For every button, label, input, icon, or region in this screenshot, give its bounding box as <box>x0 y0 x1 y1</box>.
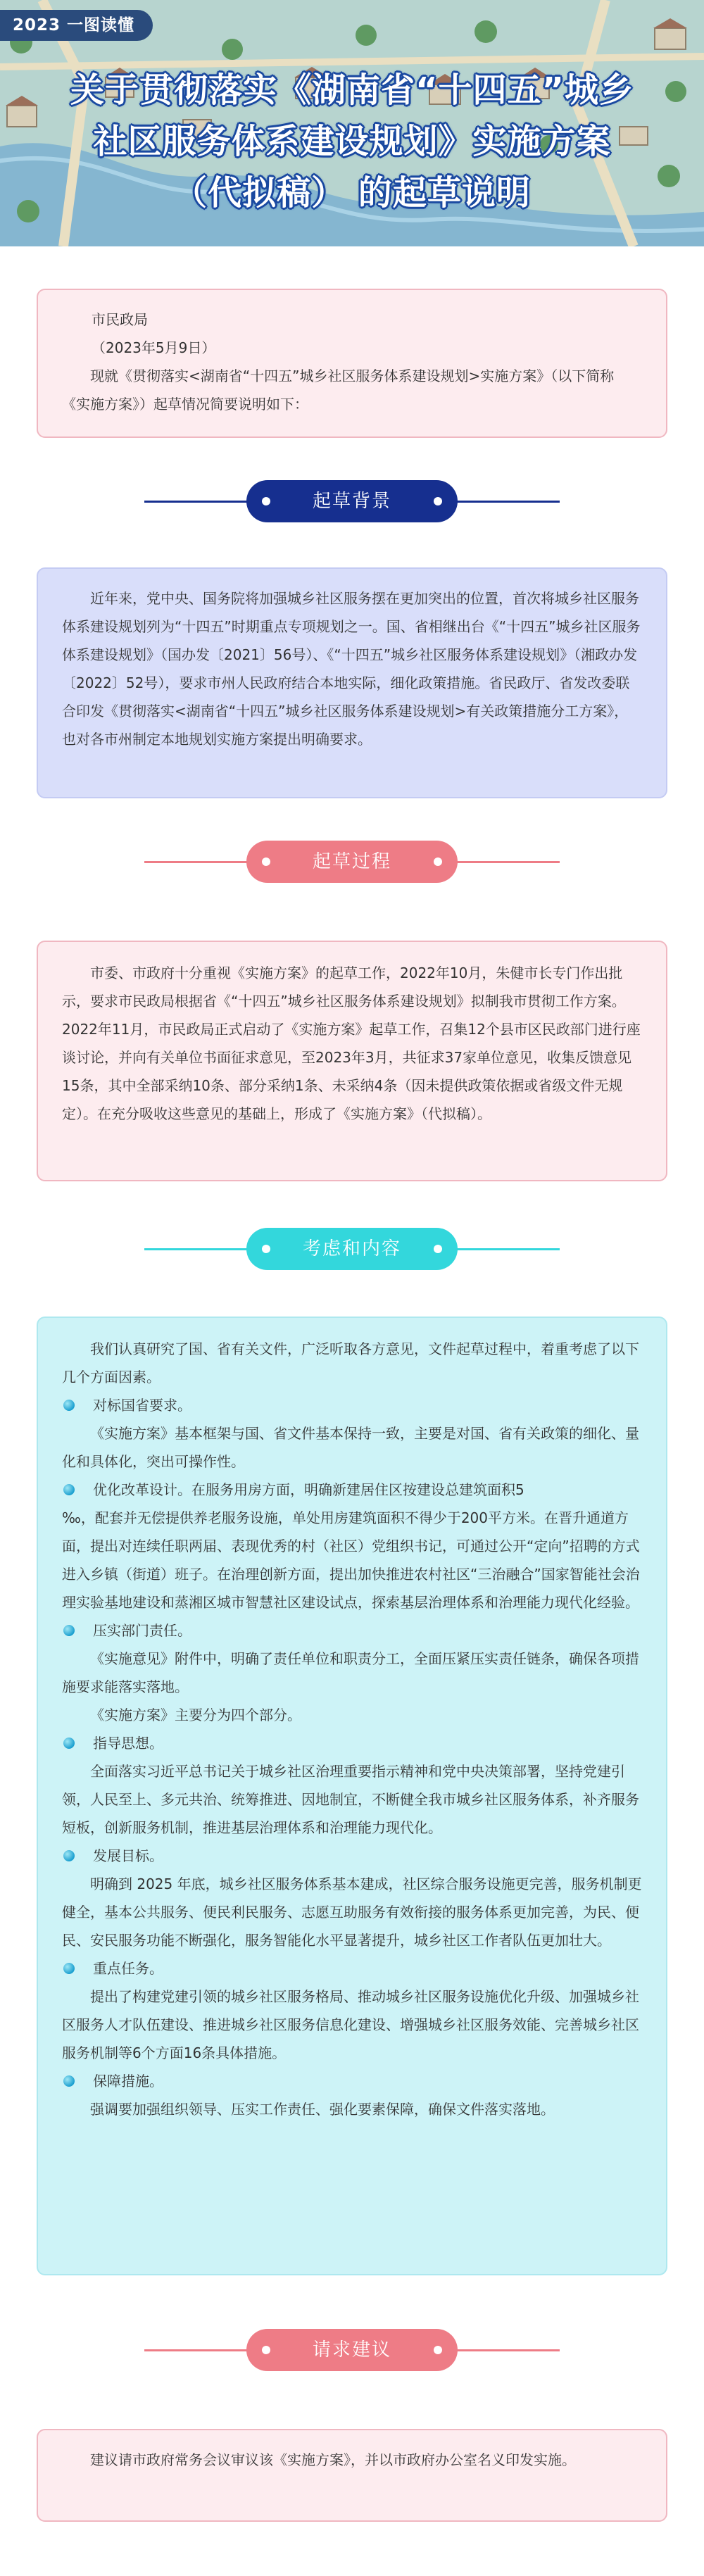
bullet-dot-icon <box>63 1484 75 1495</box>
item-head: 重点任务。 <box>93 1960 163 1977</box>
item-head: 保障措施。 <box>93 2073 163 2090</box>
intro-org: 市民政局 <box>92 311 148 328</box>
section-head-content <box>0 1224 704 1274</box>
content-item-4 <box>62 1729 642 1757</box>
section-title-background: 起草背景 <box>246 480 458 522</box>
bullet-dot-icon <box>63 1400 75 1411</box>
content-item-7 <box>62 2067 642 2095</box>
content-box <box>37 1317 667 2275</box>
item-head: 优化改革设计。 <box>93 1481 191 1498</box>
bullet-dot-icon <box>63 1625 75 1636</box>
item-head: 对标国省要求。 <box>93 1397 191 1414</box>
content-item-5 <box>62 1842 642 1870</box>
section-head-process <box>0 836 704 887</box>
item-para: 《实施意见》附件中，明确了责任单位和职责分工，全面压紧压实责任链条，确保各项措施要求能落实落地。 <box>62 1650 639 1695</box>
section-title-process: 起草过程 <box>246 841 458 883</box>
item-para: 强调要加强组织领导、压实工作责任、强化要素保障，确保文件落实落地。 <box>90 2101 555 2118</box>
title-line-3: （代拟稿） 的起草说明 <box>173 173 531 213</box>
page-title <box>28 65 676 219</box>
process-text: 市委、市政府十分重视《实施方案》的起草工作，2022年10月，朱健市长专门作出批示，要求市民政局根据省《“十四五”城乡社区服务体系建设规划》拟制我市贯彻工作方案。2022年11月，市民政局正式启动了《实施方案》起草工作，召集12个县市区民政部门进行座谈讨论，并向有关单位书面征求意见，至2023年3月，共征求37家单位意见，收集反馈意见15条，其中全部采纳10条、部分采纳1条、未采纳4条（因未提供政策依据或省级文件无规定）。在充分吸收这些意见的基础上，形成了《实施方案》（代拟稿）。 <box>62 965 641 1122</box>
item-para: 全面落实习近平总书记关于城乡社区治理重要指示精神和党中央决策部署，坚持党建引领，人民至上、多元共治、统筹推进、因地制宜，不断健全我市城乡社区服务体系，补齐服务短板，创新服务机制，推进基层治理体系和治理能力现代化。 <box>62 1763 639 1836</box>
intro-box <box>37 289 667 438</box>
content-item-6 <box>62 1954 642 1983</box>
item-head: 压实部门责任。 <box>93 1622 191 1639</box>
content-item-1 <box>62 1391 642 1419</box>
background-box <box>37 567 667 798</box>
bullet-dot-icon <box>63 1963 75 1974</box>
item-inline: 在服务用房方面，明确新建居住区按建设总建筑面积5 <box>191 1481 524 1498</box>
bullet-dot-icon <box>63 2075 75 2087</box>
intro-text: 现就《贯彻落实<湖南省“十四五”城乡社区服务体系建设规划>实施方案》（以下简称《实施方案》）起草情况简要说明如下： <box>62 367 615 413</box>
content-item-2 <box>62 1476 642 1504</box>
year-tag: 2023 一图读懂 <box>0 10 153 41</box>
content-intro: 我们认真研究了国、省有关文件，广泛听取各方意见，文件起草过程中，着重考虑了以下几个方面因素。 <box>62 1340 639 1386</box>
section-title-content: 考虑和内容 <box>246 1228 458 1270</box>
item-head: 发展目标。 <box>93 1847 163 1864</box>
section-head-background <box>0 476 704 527</box>
header-banner <box>0 0 704 246</box>
content-item-3 <box>62 1616 642 1645</box>
intro-date: （2023年5月9日） <box>92 339 216 356</box>
item-para: ‰，配套并无偿提供养老服务设施，单处用房建筑面积不得少于200平方米。在晋升通道方面，提出对连续任职两届、表现优秀的村（社区）党组织书记，可通过公开“定向”招聘的方式进入乡镇（街道）班子。在治理创新方面，提出加快推进农村社区“三治融合”国家智能社会治理实验基地建设和蒸湘区城市智慧社区建设试点，探索基层治理体系和治理能力现代化经验。 <box>62 1509 640 1611</box>
title-line-2: 社区服务体系建设规划》实施方案 <box>93 122 611 161</box>
item-para: 《实施方案》基本框架与国、省文件基本保持一致，主要是对国、省有关政策的细化、量化和具体化，突出可操作性。 <box>62 1425 639 1470</box>
title-line-1: 关于贯彻落实《湖南省“十四五”城乡 <box>70 70 634 110</box>
item-para: 《实施方案》主要分为四个部分。 <box>90 1707 301 1723</box>
process-box <box>37 941 667 1181</box>
item-para: 提出了构建党建引领的城乡社区服务格局、推动城乡社区服务设施优化升级、加强城乡社区服务人才队伍建设、推进城乡社区服务信息化建设、增强城乡社区服务效能、完善城乡社区服务机制等6个方面16条具体措施。 <box>62 1988 639 2061</box>
background-text: 近年来，党中央、国务院将加强城乡社区服务摆在更加突出的位置，首次将城乡社区服务体系建设规划列为“十四五”时期重点专项规划之一。国、省相继出台《“十四五”城乡社区服务体系建设规划》（国办发〔2021〕56号）、《“十四五”城乡社区服务体系建设规划》（湘政办发〔2022〕52号），要求市州人民政府结合本地实际，细化政策措施。省民政厅、省发改委联合印发《贯彻落实<湖南省“十四五”城乡社区服务体系建设规划>有关政策措施分工方案》，也对各市州制定本地规划实施方案提出明确要求。 <box>62 590 641 748</box>
request-box <box>37 2429 667 2522</box>
item-para: 明确到 2025 年底，城乡社区服务体系基本建成，社区综合服务设施更完善，服务机制更健全，基本公共服务、便民利民服务、志愿互助服务有效衔接的服务体系更加完善，为民、便民、安民服务功能不断强化，服务智能化水平显著提升，城乡社区工作者队伍更加壮大。 <box>62 1876 642 1949</box>
section-head-request <box>0 2325 704 2375</box>
bullet-dot-icon <box>63 1738 75 1749</box>
item-head: 指导思想。 <box>93 1735 163 1752</box>
section-title-request: 请求建议 <box>246 2329 458 2371</box>
request-text: 建议请市政府常务会议审议该《实施方案》，并以市政府办公室名义印发实施。 <box>90 2451 576 2468</box>
bullet-dot-icon <box>63 1850 75 1861</box>
